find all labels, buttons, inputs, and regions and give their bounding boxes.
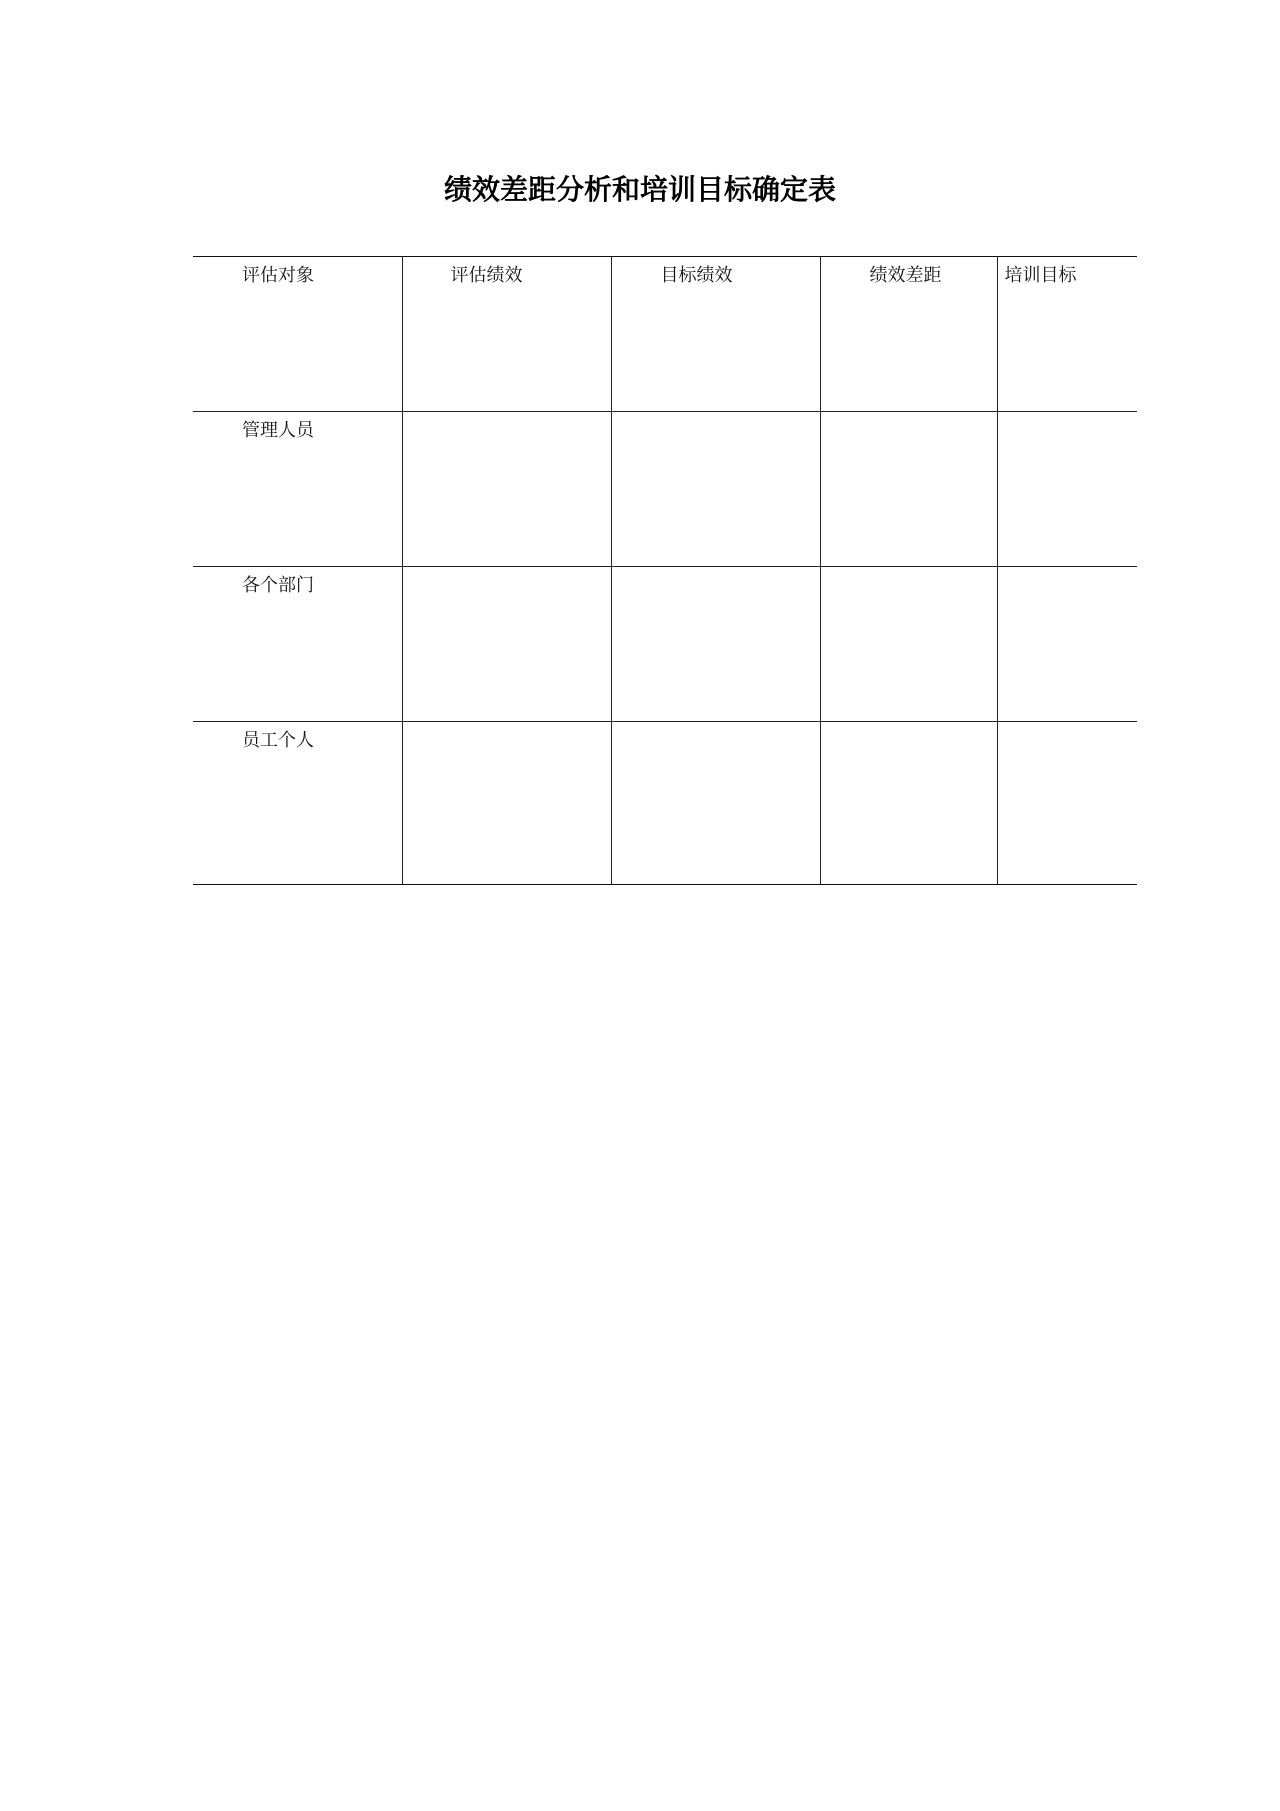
header-cell-evaluated-performance (402, 257, 611, 412)
row-label-cell (193, 412, 402, 567)
row-label: 各个部门 (242, 575, 314, 596)
row-label: 员工个人 (242, 730, 314, 751)
table-cell[interactable] (402, 722, 611, 885)
table-row (193, 567, 1137, 722)
row-label-cell (193, 567, 402, 722)
table-cell[interactable] (820, 412, 997, 567)
header-cell-training-target (997, 257, 1137, 412)
table-cell[interactable] (611, 412, 820, 567)
row-label: 管理人员 (242, 420, 314, 441)
gap-analysis-table (193, 256, 1137, 885)
row-label-cell (193, 722, 402, 885)
header-cell-target-performance (611, 257, 820, 412)
table-row (193, 722, 1137, 885)
table-cell[interactable] (820, 567, 997, 722)
header-cell-evaluation-object (193, 257, 402, 412)
table-header-row (193, 257, 1137, 412)
page-title: 绩效差距分析和培训目标确定表 (443, 173, 836, 206)
table-cell[interactable] (402, 412, 611, 567)
table-cell[interactable] (997, 567, 1137, 722)
table-cell[interactable] (997, 412, 1137, 567)
header-label: 评估对象 (242, 265, 314, 286)
table-cell[interactable] (997, 722, 1137, 885)
header-label: 评估绩效 (450, 265, 523, 286)
table-cell[interactable] (611, 567, 820, 722)
header-label: 目标绩效 (660, 265, 733, 286)
table-cell[interactable] (611, 722, 820, 885)
header-label: 绩效差距 (869, 265, 942, 286)
header-cell-performance-gap (820, 257, 997, 412)
table-row (193, 412, 1137, 567)
header-label: 培训目标 (1004, 265, 1077, 286)
table-cell[interactable] (402, 567, 611, 722)
table-cell[interactable] (820, 722, 997, 885)
